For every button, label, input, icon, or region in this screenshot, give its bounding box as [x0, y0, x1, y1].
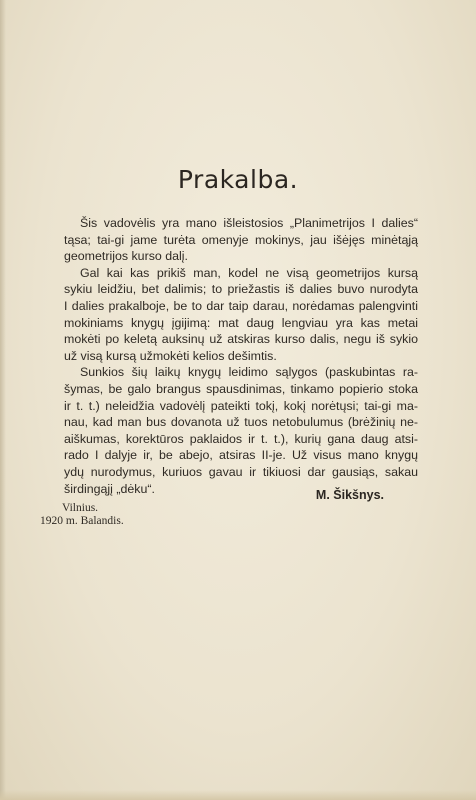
place-and-date	[40, 502, 124, 528]
paragraph-line: už visą kursą užmokėti kelios dešimtis.	[64, 348, 277, 363]
paragraph-line: geometrijos kurso dalį.	[64, 249, 188, 264]
paragraph-2	[64, 265, 418, 365]
paragraph-line: Sunkios šių laikų knygų leidimo sąlygos (paskubintas ra-	[80, 365, 418, 380]
paragraph-line: mokėti po keletą auksinų už atskiras kurso dalis, negu iš sykio	[64, 332, 418, 347]
page-title: Prakalba.	[177, 165, 299, 194]
paragraph-line: I dalies prakalboje, be to dar taip darau, norėdamas palengvinti	[64, 298, 418, 313]
preface-body	[64, 215, 418, 497]
paragraph-line: ir t. t.) neleidžia vadovėlį pateikti tokį, kokį norėtųsi; tai-gi ma-	[64, 398, 418, 413]
paragraph-line: mokiniams knygų įgijimą: mat daug lengviau yra kas metai	[64, 315, 418, 330]
author-signature: M. Šikšnys.	[315, 488, 384, 502]
paragraph-line: tąsa; tai-gi jame turėta omenyje mokinys, jau išėjęs minėtąją	[64, 232, 418, 247]
page-gutter-shadow	[0, 0, 6, 800]
signature-city: Vilnius.	[62, 502, 99, 514]
page-bottom-edge	[0, 790, 476, 800]
signature-date: 1920 m. Balandis.	[40, 515, 124, 527]
paragraph-line: aiškumas, korektūros paklaidos ir t. t.), kurių gana daug atsi-	[64, 431, 418, 446]
signature-block	[0, 488, 476, 528]
paragraph-line: širdingąjį „dėku“.	[64, 481, 155, 496]
paragraph-line: ydų nurodymus, kuriuos gavau ir tikiuosi dar gausiąs, sakau	[64, 464, 418, 479]
paragraph-line: sykiu leidžiu, bet dalimis; to priežastis iš dalies buvo nurodyta	[64, 282, 418, 297]
paragraph-3	[64, 364, 418, 497]
paragraph-line: Šis vadovėlis yra mano išleistosios „Planimetrijos I dalies“	[80, 216, 418, 230]
paragraph-line: nau, kad man bus dovanota už tuos netobulumus (brėžinių ne-	[64, 415, 418, 430]
paragraph-line: šymas, be galo brangus spausdinimas, tinkamo popierio stoka	[64, 381, 418, 396]
paragraph-line: rado I dalyje ir, be abejo, atsiras II-je. Už visus mano knygų	[64, 448, 418, 463]
paragraph-1	[64, 215, 418, 265]
paragraph-line: Gal kai kas prikiš man, kodel ne visą geometrijos kursą	[80, 265, 418, 280]
